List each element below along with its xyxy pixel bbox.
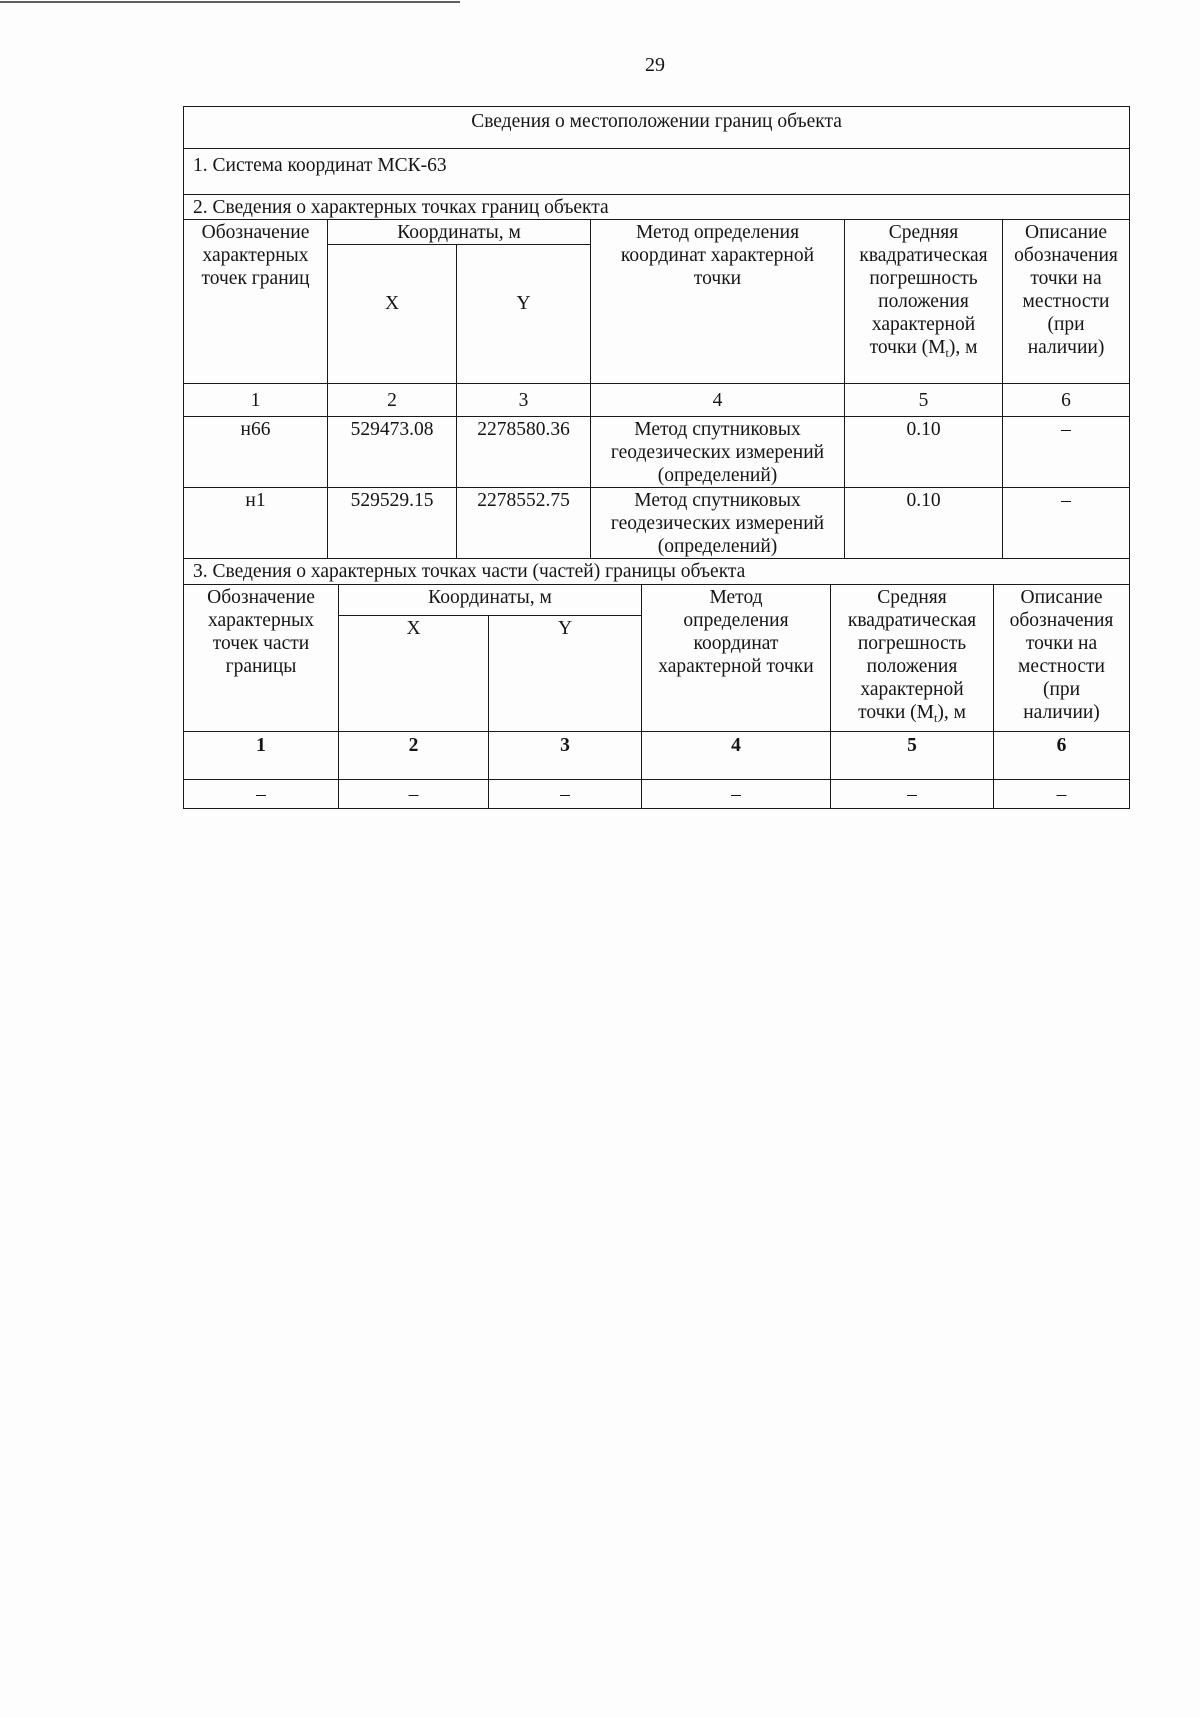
section2-header-coordinates: Координаты, м [328, 220, 591, 245]
section2-heading: 2. Сведения о характерных точках границ объекта [184, 195, 1130, 220]
section3-header-method: Метод определения координат характерной точки [642, 585, 831, 732]
section3-column-number: 4 [642, 732, 831, 780]
point-method: Метод спутниковых геодезических измерений (определений) [591, 417, 845, 488]
section2-header-error-text: Средняя квадратическая погрешность положения характерной точки (M [859, 222, 988, 358]
section2-heading-row [184, 195, 1130, 220]
part-point-error: – [831, 780, 994, 809]
point-designation: н66 [184, 417, 328, 488]
section2-column-number: 3 [457, 384, 591, 417]
page-number: 29 [645, 54, 665, 76]
section3-header-description: Описание обозначения точки на местности (при наличии) [994, 585, 1130, 732]
part-point-method: – [642, 780, 831, 809]
section3-column-number: 5 [831, 732, 994, 780]
section3-column-numbers-row [184, 732, 1130, 780]
point-x-value: 529529.15 [328, 488, 457, 559]
section2-header-error-subscript: t [945, 346, 949, 360]
section2-header-method: Метод определения координат характерной точки [591, 220, 845, 384]
section3-header-error [831, 585, 994, 732]
section2-header-error-unit: ), м [948, 337, 978, 358]
point-error: 0.10 [845, 417, 1003, 488]
section3-header-error-unit: ), м [937, 702, 966, 723]
part-point-designation: – [184, 780, 339, 809]
part-point-description: – [994, 780, 1130, 809]
section3-header-error-text: Средняя квадратическая погрешность положения характерной точки (M [847, 587, 977, 723]
table-title: Сведения о местоположении границ объекта [184, 107, 1130, 149]
point-x-value: 529473.08 [328, 417, 457, 488]
section3-header-coordinates: Координаты, м [339, 585, 642, 616]
table-row [184, 488, 1130, 559]
point-designation: н1 [184, 488, 328, 559]
point-description: – [1003, 417, 1130, 488]
point-description: – [1003, 488, 1130, 559]
section3-heading-row [184, 559, 1130, 585]
section3-header-designation: Обозначение характерных точек части границы [184, 585, 339, 732]
section3-column-number: 2 [339, 732, 489, 780]
point-y-value: 2278580.36 [457, 417, 591, 488]
section3-header-x: X [339, 616, 489, 732]
section2-column-number: 2 [328, 384, 457, 417]
section3-header-error-subscript: t [934, 711, 938, 725]
section2-column-numbers-row [184, 384, 1130, 417]
coordinate-system: 1. Система координат МСК-63 [184, 149, 1130, 195]
section2-header-y: Y [457, 245, 591, 384]
section3-column-number: 6 [994, 732, 1130, 780]
section3-header-row [184, 585, 1130, 616]
part-point-x-value: – [339, 780, 489, 809]
section2-column-number: 6 [1003, 384, 1130, 417]
section2-column-number: 1 [184, 384, 328, 417]
section2-table [183, 106, 1130, 559]
section3-header-y: Y [489, 616, 642, 732]
title-row [184, 107, 1130, 149]
section2-column-number: 4 [591, 384, 845, 417]
scan-artifact-line [0, 1, 460, 3]
section2-column-number: 5 [845, 384, 1003, 417]
point-error: 0.10 [845, 488, 1003, 559]
section2-header-row [184, 220, 1130, 245]
section3-table [183, 558, 1130, 809]
part-point-y-value: – [489, 780, 642, 809]
boundary-info-sheet [183, 106, 1129, 809]
section2-header-designation: Обозначение характерных точек границ [184, 220, 328, 384]
section3-column-number: 1 [184, 732, 339, 780]
section3-column-number: 3 [489, 732, 642, 780]
section2-header-error [845, 220, 1003, 384]
section2-header-description: Описание обозначения точки на местности (при наличии) [1003, 220, 1130, 384]
point-method: Метод спутниковых геодезических измерений (определений) [591, 488, 845, 559]
table-row [184, 417, 1130, 488]
section3-heading: 3. Сведения о характерных точках части (частей) границы объекта [184, 559, 1130, 585]
table-row [184, 780, 1130, 809]
point-y-value: 2278552.75 [457, 488, 591, 559]
coordinate-system-row [184, 149, 1130, 195]
section2-header-x: X [328, 245, 457, 384]
